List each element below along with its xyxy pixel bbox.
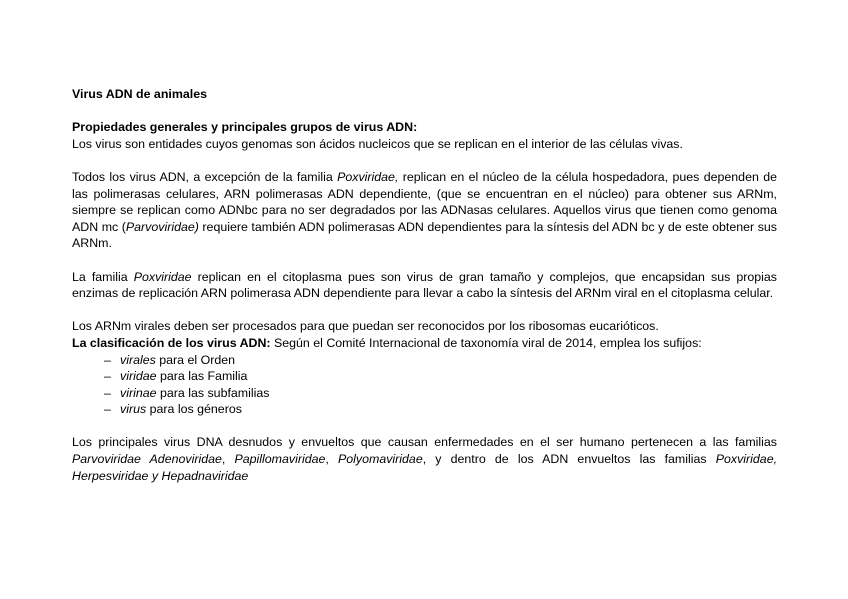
italic-run: Parvoviridae) [125, 219, 199, 234]
paragraph-main-families [72, 434, 777, 484]
suffix-term: virus [120, 402, 147, 417]
paragraph-nuclear-replication [72, 169, 777, 252]
paragraph-cytoplasm-replication [72, 269, 777, 302]
text-run: Según el Comité Internacional de taxonomía viral de 2014, emplea los sufijos: [270, 335, 702, 350]
spacer [72, 252, 777, 269]
list-item [104, 385, 777, 402]
list-item [104, 368, 777, 385]
suffix-description: para las subfamilias [156, 385, 270, 400]
dash-bullet: – [104, 352, 111, 367]
suffix-term: virales [120, 352, 156, 367]
italic-run: Poxviridae [133, 269, 192, 284]
text-run: replican en el citoplasma pues son virus de gran tamaño y complejos, que encapsidan sus propias enzimas de replicación ARN polimerasa ADN dependiente para llevar a cabo la síntesis del ARNm viral en el citoplasma celular. [72, 269, 777, 301]
section-properties [72, 119, 777, 152]
paragraph-classification [72, 318, 777, 351]
text-run: , [325, 452, 338, 467]
spacer [72, 418, 777, 435]
spacer [72, 302, 777, 319]
italic-run: Poxviridae, [337, 169, 399, 184]
suffix-description: para los géneros [146, 402, 242, 417]
suffix-term: virinae [120, 385, 157, 400]
section-intro-text: Los virus son entidades cuyos genomas son ácidos nucleicos que se replican en el interior de las células vivas. [72, 136, 683, 151]
text-run: Todos los virus ADN, a excepción de la familia [72, 169, 338, 184]
suffix-description: para las Familia [156, 369, 248, 384]
dash-bullet: – [104, 402, 111, 417]
italic-run: Polyomaviridae [338, 452, 423, 467]
suffix-term: viridae [120, 369, 157, 384]
spacer [72, 103, 777, 120]
suffix-description: para el Orden [155, 352, 236, 367]
italic-run: Papillomaviridae [234, 452, 326, 467]
document-title: Virus ADN de animales [72, 87, 207, 101]
classification-label: La clasificación de los virus ADN: [72, 335, 271, 350]
list-item [104, 401, 777, 418]
italic-run: Parvoviridae Adenoviridae [72, 452, 222, 467]
text-run: , [221, 452, 235, 467]
text-run: replican en el núcleo de la célula hospedadora, pues dependen de las polimerasas celulares, ARN polimerasas ADN dependiente, (que se encuentran en el núcleo) para obtener sus ARNm, siempre se replican como ADNbc para no ser degradados por las ADNasas celulares. Aquellos virus que tienen como genoma ADN mc ( [72, 169, 777, 234]
suffix-list [72, 352, 777, 418]
text-run: Los ARNm virales deben ser procesados para que puedan ser reconocidos por los ribosomas eucarióticos. [72, 319, 659, 334]
list-item [104, 352, 777, 369]
text-run: requiere también ADN polimerasas ADN dependientes para la síntesis del ADN bc y de este obtener sus ARNm. [72, 219, 777, 251]
italic-run: Poxviridae, Herpesviridae y Hepadnaviridae [72, 452, 778, 483]
dash-bullet: – [104, 385, 111, 400]
text-run: La familia [72, 269, 134, 284]
dash-bullet: – [104, 369, 111, 384]
section-heading: Propiedades generales y principales grupos de virus ADN: [72, 120, 418, 135]
spacer [72, 152, 777, 169]
text-run: Los principales virus DNA desnudos y envueltos que causan enfermedades en el ser humano pertenecen a las familias [72, 435, 777, 450]
text-run: , y dentro de los ADN envueltos las familias [422, 452, 716, 467]
document-page [72, 86, 777, 484]
